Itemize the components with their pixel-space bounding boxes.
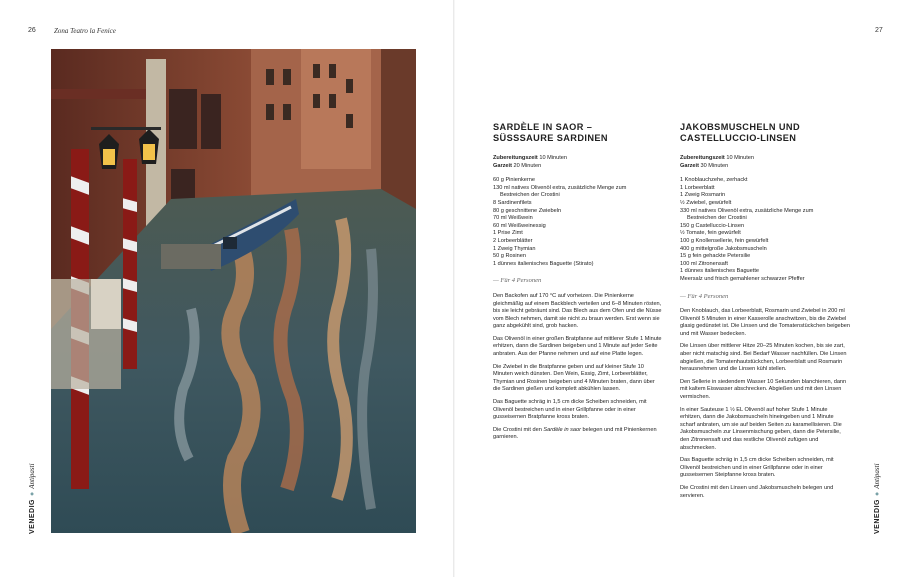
ingredient-item: 80 g geschnittene Zwiebeln	[493, 207, 562, 214]
ingredient-item: 1 dünnes italienisches Baguette (Stirato)	[493, 260, 594, 267]
ingredient-item: 60 g Pinienkerne	[493, 177, 535, 184]
ingredient-item: Bestreichen der Crostini	[687, 215, 747, 222]
method-step: Das Baguette schräg in 1,5 cm dicke Scheiben schneiden, mit Olivenöl bestreichen und in einer Grillpfanne oder in einer gusseisernen Steipfanne kross braten.	[680, 457, 834, 479]
ingredient-list	[680, 177, 850, 283]
servings-note: — Für 4 Personen	[493, 277, 542, 285]
ingredient-item: 1 Knoblauchzehe, zerhackt	[680, 177, 748, 184]
method-step: Die Crostini mit den Linsen und Jakobsmuscheln belegen und servieren.	[680, 484, 834, 499]
recipe-title: JAKOBSMUSCHELN UND CASTELLUCCIO-LINSEN	[680, 122, 801, 143]
ingredient-item: 1 Zweig Rosmarin	[680, 192, 726, 199]
recipe-times: Zubereitungszeit 10 Minuten Garzeit 30 Minuten	[680, 155, 755, 169]
recipe-scallops	[680, 122, 850, 505]
ingredient-item: 1 Lorbeerblatt	[680, 184, 715, 191]
page-number-left: 26	[28, 27, 36, 34]
ingredient-item: 70 ml Weißwein	[493, 215, 533, 222]
ingredient-item: ½ Zwiebel, gewürfelt	[680, 199, 732, 206]
ingredient-item: 50 g Rosinen	[493, 253, 526, 260]
method-step: Den Sellerie in siedendem Wasser 10 Sekunden blanchieren, dann mit kaltem Eiswasser abschrecken. Abgießen und mit den Linsen vermischen.	[680, 378, 847, 401]
ingredient-item: 330 ml natives Olivenöl extra, zusätzliche Menge zum	[680, 207, 814, 214]
method-step: Den Backofen auf 170 °C auf vorheizen. Die Pinienkerne gleichmäßig auf einem Backblech verteilen und 6–8 Minuten rösten, bis sie leicht gebräunt sind. Das Blech aus dem Ofen und die Nüsse vom Blech nehmen, damit sie nicht zu braun werden. Erst wenn sie ganz abgekühlt sind, grob hacken.	[493, 292, 662, 330]
ingredient-item: 8 Sardinenfilets	[493, 199, 532, 206]
side-dot-left: ●	[29, 491, 36, 496]
side-label-right	[873, 463, 881, 534]
method-step: Das Olivenöl in einer großen Bratpfanne auf mittlerer Stufe 1 Minute erhitzen, dann die Sardinen beigeben und 1 Minute auf jeder Seite anbraten. Aus der Pfanne nehmen und auf eine Platte legen.	[493, 335, 662, 358]
side-country-left: VENEDIG	[29, 498, 36, 534]
side-section-right: Antipasti	[873, 463, 881, 489]
recipe-title: SARDÈLE IN SAOR – SÜSSSAURE SARDINEN	[493, 122, 608, 143]
method-step: Das Baguette schräg in 1,5 cm dicke Scheiben schneiden, mit Olivenöl bestreichen und in einer Grillpfanne oder in einer gusseisernen Bratpfanne kross braten.	[493, 399, 647, 421]
running-head: Zona Teatro la Fenice	[54, 27, 116, 35]
method-step: In einer Sauteuse 1 ½ EL Olivenöl auf hoher Stufe 1 Minute erhitzen, dann die Jakobsmuscheln hineingeben und 1 Minute scharf anbraten, um sie auf beiden Seiten zu karamellisieren. Die Jakobsmuscheln zur Linsenmischung geben, dann die Petersilie, den Zitronensaft und das restliche Olivenöl zufügen und abschmecken.	[680, 406, 842, 451]
side-dot-right: ●	[874, 491, 881, 496]
ingredient-item: 150 g Castelluccio-Linsen	[680, 222, 745, 229]
side-country-right: VENEDIG	[874, 498, 881, 534]
side-section-left: Antipasti	[28, 463, 36, 489]
venice-canal-photo	[51, 49, 416, 533]
side-label-left	[28, 463, 36, 534]
method-step: Die Linsen über mittlerer Hitze 20–25 Minuten kochen, bis sie zart, aber nicht matschig sind. Bei Bedarf Wasser nachfüllen. Die Linsen abgießen, die Tomatenhautstückchen, Lorbeerblatt und Rosmarin herausnehmen und die Linsen kühl stellen.	[680, 343, 847, 373]
ingredient-item: Bestreichen der Crostini	[500, 192, 560, 199]
ingredient-item: ½ Tomate, fein gewürfelt	[680, 230, 741, 237]
ingredient-list	[493, 177, 663, 268]
ingredient-item: 100 ml Zitronensaft	[680, 260, 728, 267]
page-number-right: 27	[875, 27, 883, 34]
method-step: Die Zwiebel in die Bratpfanne geben und auf kleiner Stufe 10 Minuten weich dünsten. Den Wein, Essig, Zimt, Lorbeerblätter, Thymian und Rosinen beigeben und 4 Minuten braten, dann über die Sardinen gießen und komplett abkühlen lassen.	[493, 363, 655, 393]
method-steps	[680, 308, 850, 500]
ingredient-item: 1 dünnes italienisches Baguette	[680, 268, 759, 275]
servings-note: — Für 4 Personen	[680, 292, 729, 300]
left-page	[0, 0, 454, 577]
ingredient-item: 1 Zweig Thymian	[493, 245, 536, 252]
method-step: Die Crostini mit den Sardèle in saor belegen und mit Pinienkernen garnieren.	[493, 426, 657, 441]
ingredient-item: 1 Prise Zimt	[493, 230, 523, 237]
ingredient-item: 130 ml natives Olivenöl extra, zusätzliche Menge zum	[493, 184, 627, 191]
ingredient-item: Meersalz und frisch gemahlener schwarzer Pfeffer	[680, 275, 805, 282]
recipe-times: Zubereitungszeit 10 Minuten Garzeit 20 Minuten	[493, 155, 568, 169]
ingredient-item: 400 g mittelgroße Jakobsmuscheln	[680, 245, 767, 252]
ingredient-item: 60 ml Weißweinessig	[493, 222, 546, 229]
recipe-sardines	[493, 122, 663, 447]
ingredient-item: 15 g fein gehackte Petersilie	[680, 253, 751, 260]
method-steps	[493, 293, 663, 442]
method-step: Den Knoblauch, das Lorbeerblatt, Rosmarin und Zwiebel in 200 ml Olivenöl 5 Minuten in einer Kasserolle anschwitzen, bis die Zwiebel glasig gedünstet ist. Die Linsen und die Tomatenstückchen beigeben und mit Wasser bedecken.	[680, 308, 850, 337]
ingredient-item: 2 Lorbeerblätter	[493, 237, 533, 244]
ingredient-item: 100 g Knollensellerie, fein gewürfelt	[680, 237, 769, 244]
